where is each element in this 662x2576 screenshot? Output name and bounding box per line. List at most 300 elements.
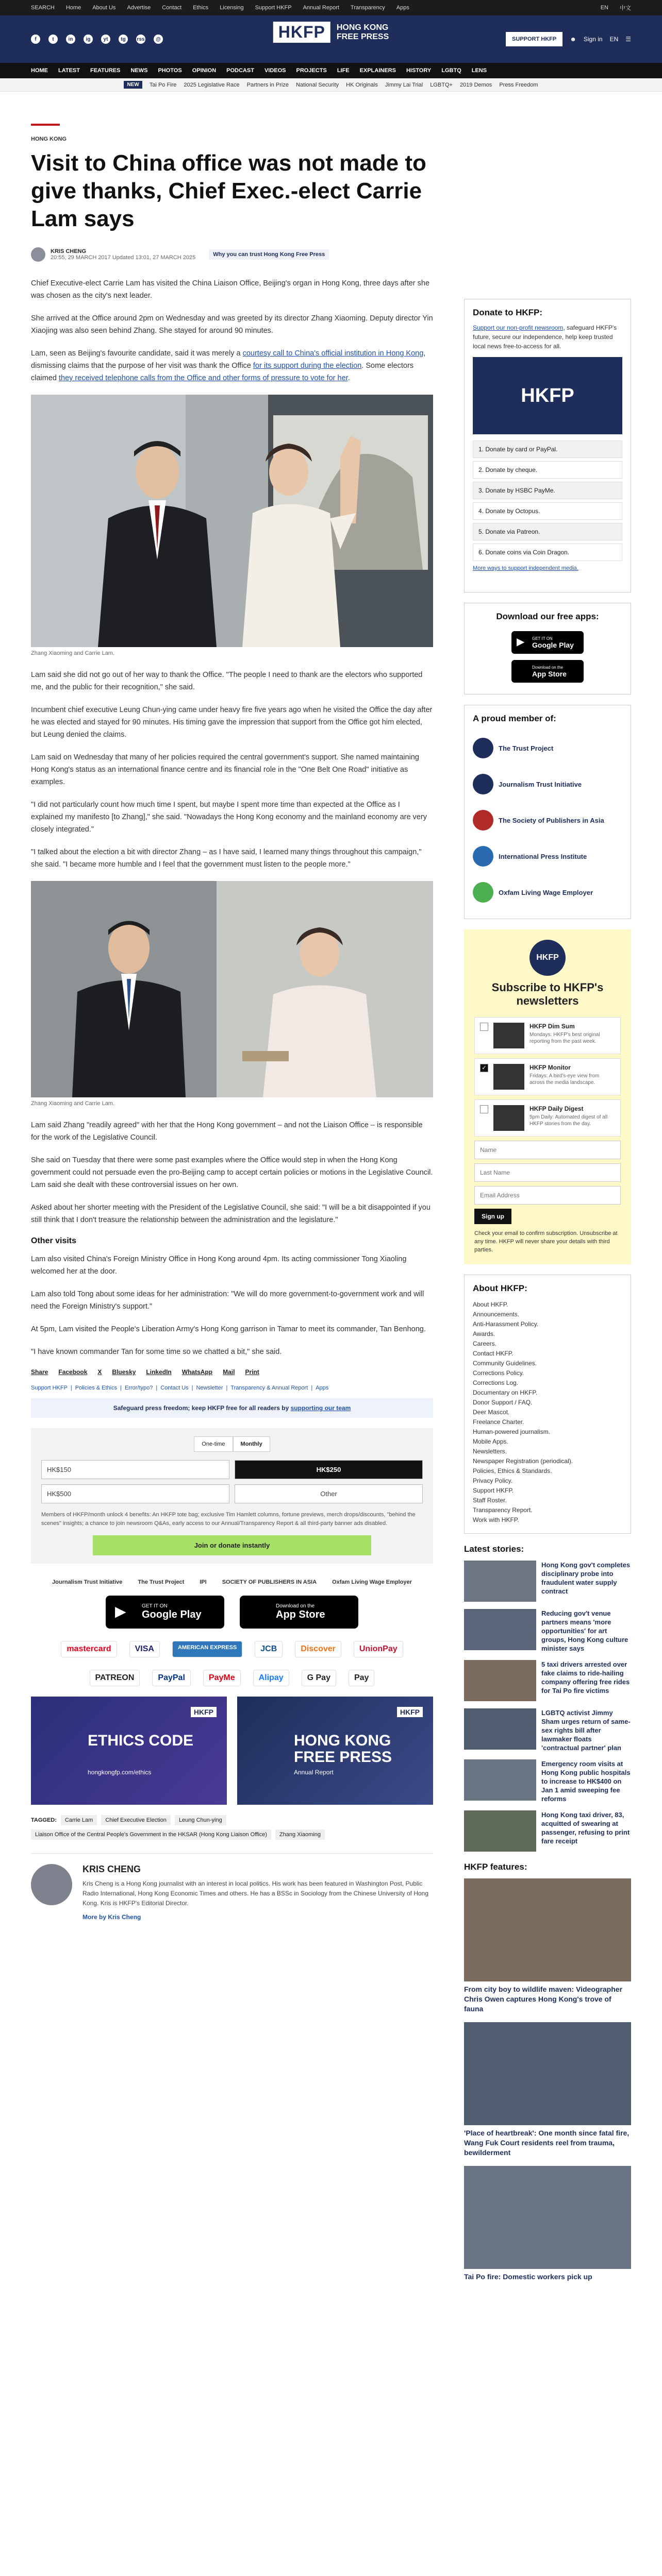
separator: | xyxy=(311,1385,313,1391)
mastercard-icon[interactable]: mastercard xyxy=(61,1641,117,1657)
about-item[interactable]: About HKFP. xyxy=(473,1301,508,1308)
press-logos xyxy=(31,1579,433,1585)
share-print[interactable]: Print xyxy=(245,1368,259,1376)
amount-options xyxy=(41,1460,423,1503)
story-headline[interactable]: 5 taxi drivers arrested over fake claims to ride-hailing company offering free rides for Tai Po fire victims xyxy=(541,1660,630,1694)
article-category[interactable]: HONG KONG xyxy=(31,136,67,142)
author-box-name[interactable]: KRIS CHENG xyxy=(82,1864,141,1874)
newsletter-option[interactable] xyxy=(474,1017,621,1054)
app-store-badges xyxy=(31,1596,433,1629)
member-name: Journalism Trust Initiative xyxy=(499,780,582,788)
social-icons xyxy=(31,35,163,44)
feature-item[interactable] xyxy=(464,1878,631,2014)
press-logo[interactable]: Journalism Trust Initiative xyxy=(52,1579,123,1585)
apple-pay-icon[interactable]: Pay xyxy=(349,1670,374,1686)
annual-report-banner[interactable] xyxy=(237,1697,433,1805)
about-item[interactable]: Documentary on HKFP. xyxy=(473,1389,538,1396)
badge-small: GET IT ON xyxy=(142,1603,168,1609)
policies-link[interactable]: Policies & Ethics xyxy=(75,1385,118,1391)
story-item[interactable] xyxy=(464,1561,631,1602)
about-item[interactable]: Freelance Charter. xyxy=(473,1418,524,1426)
tag-item[interactable]: Chief Executive Election xyxy=(101,1815,171,1825)
visa-icon[interactable]: VISA xyxy=(129,1641,160,1657)
logo-line-2: FREE PRESS xyxy=(336,32,389,41)
email-icon[interactable]: @ xyxy=(154,35,163,44)
about-item[interactable]: Deer Mascot. xyxy=(473,1409,510,1416)
pressure-link[interactable]: they received telephone calls from the Office and other forms of pressure to vote for her xyxy=(59,374,348,382)
photo-caption: Zhang Xiaoming and Carrie Lam. xyxy=(31,650,115,656)
paragraph: "I did not particularly count how much time I spent, but maybe I spent more time than expected at the Office as I explained my manifesto [to Zhang]," she said. "Nowadays the Hong Kong economy and the mainland economy are very closely integrated." xyxy=(31,801,427,834)
about-item[interactable]: Newspaper Registration (periodical). xyxy=(473,1458,573,1465)
about-item[interactable]: Mobile Apps. xyxy=(473,1438,508,1445)
apps-title: Download our free apps: xyxy=(496,612,599,621)
linkedin-icon[interactable]: in xyxy=(66,35,75,44)
tag-item[interactable]: Carrie Lam xyxy=(61,1815,97,1825)
tag-item[interactable]: Liaison Office of the Central People's Government in the HKSAR (Hong Kong Liaison Office) xyxy=(31,1829,271,1840)
paypal-icon[interactable]: PayPal xyxy=(152,1670,190,1686)
about-item[interactable]: Support HKFP. xyxy=(473,1487,514,1494)
features-list xyxy=(464,1878,631,2282)
share-whatsapp[interactable]: WhatsApp xyxy=(181,1368,213,1376)
join-donate-button[interactable]: Join or donate instantly xyxy=(93,1535,371,1555)
article-photo-2 xyxy=(31,881,433,1097)
nav-explainers[interactable]: EXPLAINERS xyxy=(359,67,396,74)
latest-list xyxy=(464,1561,631,1852)
trending-item[interactable]: National Security xyxy=(295,81,339,88)
payment-methods xyxy=(31,1641,433,1686)
story-thumbnail[interactable] xyxy=(464,1810,536,1852)
tag-item[interactable]: Zhang Xiaoming xyxy=(275,1829,325,1840)
author-avatar[interactable] xyxy=(31,247,45,262)
email-input[interactable] xyxy=(474,1186,621,1205)
byline xyxy=(31,247,433,262)
newsletter-checkbox[interactable] xyxy=(480,1105,488,1113)
photo-zhang-and-lam-2 xyxy=(31,881,433,1097)
photo-caption: Zhang Xiaoming and Carrie Lam. xyxy=(31,1100,115,1107)
payme-icon[interactable]: PayMe xyxy=(203,1670,241,1686)
article-dates: 20:55, 29 MARCH 2017 Updated 13:01, 27 MARCH 2025 xyxy=(51,255,196,261)
about-item[interactable]: Anti-Harassment Policy. xyxy=(473,1320,539,1328)
paragraph: "I talked about the election a bit with director Zhang – as I have said, I learned many things throughout this campaign," she said. "I became more humble and I feel that the government must listen to the people more." xyxy=(31,848,422,869)
oxfam-icon xyxy=(473,882,493,903)
separator: | xyxy=(120,1385,122,1391)
nav-history[interactable]: HISTORY xyxy=(406,67,432,74)
about-item[interactable]: Staff Roster. xyxy=(473,1497,507,1504)
donate-option[interactable]: 5. Donate via Patreon. xyxy=(473,523,622,540)
about-item[interactable]: Donor Support / FAQ. xyxy=(473,1399,533,1406)
banner-sub: Annual Report xyxy=(294,1769,334,1776)
donate-intro-text: , safeguard HKFP's future, secure our independence, help keep trusted local news free-to-access for all. xyxy=(473,324,617,350)
nav-lens[interactable]: LENS xyxy=(471,67,487,74)
about-item[interactable]: Community Guidelines. xyxy=(473,1360,537,1367)
badge-big: App Store xyxy=(276,1609,325,1620)
about-title: About HKFP: xyxy=(473,1283,527,1293)
about-list xyxy=(473,1300,622,1525)
about-item[interactable]: Contact HKFP. xyxy=(473,1350,514,1357)
ethics-banner[interactable] xyxy=(31,1697,227,1805)
newsletter-checkbox[interactable]: ✓ xyxy=(480,1064,488,1072)
paragraph: Chief Executive-elect Carrie Lam has visited the China Liaison Office, Beijing's organ in Hong Kong, three days after she was chosen as the city's next leader. xyxy=(31,279,430,300)
about-item[interactable]: Newsletters. xyxy=(473,1448,507,1455)
app-store-badge[interactable] xyxy=(240,1596,358,1629)
feature-headline[interactable]: From city boy to wildlife maven: Videographer Chris Owen captures Hong Kong's trove of fauna xyxy=(464,1985,623,2013)
donate-option[interactable]: 1. Donate by card or PayPal. xyxy=(473,440,622,458)
election-support-link[interactable]: for its support during the election xyxy=(253,362,362,370)
badge-big: Google Play xyxy=(532,640,574,649)
safeguard-banner xyxy=(31,1398,433,1418)
paragraph: Asked about her shorter meeting with the President of the Legislative Council, she said: "I will be a bit disappointed if you still think that I don't treasure the relationship between the administration and the legislature." xyxy=(31,1204,431,1224)
x-icon[interactable]: t xyxy=(48,35,58,44)
newsletter-signup xyxy=(464,929,631,1264)
nav-home[interactable]: HOME xyxy=(31,67,48,74)
donate-card xyxy=(464,299,631,592)
user-icon[interactable]: ☻ xyxy=(570,36,576,43)
top-utility-bar xyxy=(0,0,662,15)
support-hkfp-link[interactable]: Support HKFP xyxy=(31,1385,68,1391)
features-title: HKFP features: xyxy=(464,1862,527,1872)
search-link[interactable]: SEARCH xyxy=(31,5,55,11)
banner-title: ETHICS CODE xyxy=(88,1732,194,1749)
story-headline[interactable]: Hong Kong gov't completes disciplinary probe into fraudulent water supply contract xyxy=(541,1561,631,1595)
newsletter-option[interactable] xyxy=(474,1099,621,1137)
separator: | xyxy=(70,1385,72,1391)
press-logo[interactable]: SOCIETY OF PUBLISHERS IN ASIA xyxy=(222,1579,317,1585)
newsletter-link[interactable]: Newsletter xyxy=(196,1385,223,1391)
youtube-icon[interactable]: yt xyxy=(101,35,110,44)
amount-500[interactable]: HK$500 xyxy=(41,1484,229,1503)
app-store-badge[interactable] xyxy=(511,660,584,683)
member-benefits-note: Members of HKFP/month unlock 4 benefits: An HKFP tote bag; exclusive Tim Hamlett columns, fortune previews, merch drops/discounts, "behind the scenes" insights; a chance to join newsroom Q&As, early access to our Annual/Transparency Report & all third-party banner ads disabled. xyxy=(41,1512,416,1527)
member-name: The Society of Publishers in Asia xyxy=(499,816,604,824)
rss-icon[interactable]: rss xyxy=(136,35,145,44)
author-box xyxy=(31,1853,433,1922)
contact-link[interactable]: Contact xyxy=(162,5,182,11)
site-logo[interactable] xyxy=(273,22,389,43)
about-item[interactable]: Awards. xyxy=(473,1330,495,1337)
story-headline[interactable]: LGBTQ activist Jimmy Sham urges return of same-sex rights bill after lawmaker floats 'contractual partner' plan xyxy=(541,1709,631,1752)
first-name-input[interactable] xyxy=(474,1141,621,1159)
story-thumbnail[interactable] xyxy=(464,1561,536,1602)
share-x[interactable]: X xyxy=(97,1368,102,1376)
amount-150[interactable]: HK$150 xyxy=(41,1460,229,1479)
nonprofit-link[interactable]: Support our non-profit newsroom xyxy=(473,324,564,331)
one-time-option[interactable]: One-time xyxy=(194,1436,233,1452)
separator: | xyxy=(226,1385,228,1391)
trending-item[interactable]: HK Originals xyxy=(346,81,378,88)
contact-us-link[interactable]: Contact Us xyxy=(160,1385,189,1391)
member-logo[interactable] xyxy=(473,802,622,838)
paragraph: Lam said Zhang "readily agreed" with her that the Hong Kong government – and not the Liaison Office – is responsible for the work of the Legislative Council. xyxy=(31,1121,423,1142)
member-logo[interactable] xyxy=(473,730,622,766)
story-thumbnail[interactable] xyxy=(464,1759,536,1801)
author-photo[interactable] xyxy=(31,1864,72,1905)
nav-latest[interactable]: LATEST xyxy=(58,67,80,74)
trending-item[interactable]: Press Freedom xyxy=(499,81,538,88)
home-link[interactable]: Home xyxy=(65,5,81,11)
article-tags xyxy=(31,1815,433,1840)
frequency-toggle xyxy=(41,1436,423,1452)
nav-life[interactable]: LIFE xyxy=(337,67,350,74)
facebook-icon[interactable]: f xyxy=(31,35,40,44)
member-title: A proud member of: xyxy=(473,714,556,723)
article-title: Visit to China office was not made to give thanks, Chief Exec.-elect Carrie Lam says xyxy=(31,150,426,231)
about-item[interactable]: Corrections Log. xyxy=(473,1379,519,1386)
press-logo[interactable]: Oxfam Living Wage Employer xyxy=(332,1579,412,1585)
google-play-badge[interactable] xyxy=(106,1596,224,1629)
banner-logo: HKFP xyxy=(191,1707,217,1717)
paragraph: Incumbent chief executive Leung Chun-ying came under heavy fire five years ago when he visited the Office the day after he was elected and stayed for 90 minutes. His timing gave the impression that support from the Office got him elected, but Leung denied the claims. xyxy=(31,706,433,739)
support-hkfp-button[interactable]: SUPPORT HKFP xyxy=(506,32,562,46)
badge-big: Google Play xyxy=(142,1609,202,1620)
about-link[interactable]: About Us xyxy=(92,5,116,11)
separator: | xyxy=(191,1385,193,1391)
header-actions xyxy=(506,32,631,46)
nav-features[interactable]: FEATURES xyxy=(90,67,121,74)
trending-item[interactable]: Jimmy Lai Trial xyxy=(385,81,423,88)
press-logo[interactable]: The Trust Project xyxy=(138,1579,185,1585)
nav-podcast[interactable]: PODCAST xyxy=(226,67,254,74)
donate-option[interactable]: 4. Donate by Octopus. xyxy=(473,502,622,520)
monthly-option[interactable]: Monthly xyxy=(233,1436,270,1452)
alipay-icon[interactable]: Alipay xyxy=(253,1670,289,1686)
transparency-report-link[interactable]: Transparency & Annual Report xyxy=(230,1385,308,1391)
donate-intro xyxy=(473,323,622,351)
badge-small: Download on the xyxy=(532,665,564,670)
apps-link[interactable]: Apps xyxy=(396,5,409,11)
about-item[interactable]: Careers. xyxy=(473,1340,497,1347)
jcb-icon[interactable]: JCB xyxy=(255,1641,283,1657)
accent-bar xyxy=(31,124,60,126)
subheading: Other visits xyxy=(31,1236,77,1245)
member-name: International Press Institute xyxy=(499,852,587,860)
nav-videos[interactable]: VIDEOS xyxy=(264,67,286,74)
paragraph: Lam said she did not go out of her way to thank the Office. "The people I need to thank are the electors who supported me, and the public for their recognition," she said. xyxy=(31,671,423,691)
ipi-icon xyxy=(473,846,493,867)
member-name: The Trust Project xyxy=(499,744,554,752)
more-ways-link[interactable]: More ways to support independent media. xyxy=(473,565,578,571)
nav-projects[interactable]: PROJECTS xyxy=(296,67,327,74)
nav-photos[interactable]: PHOTOS xyxy=(158,67,182,74)
share-linkedin[interactable]: LinkedIn xyxy=(146,1368,172,1376)
paragraph: At 5pm, Lam visited the People's Liberation Army's Hong Kong garrison in Tamar to meet its commander, Tan Benhong. xyxy=(31,1325,426,1333)
story-item[interactable] xyxy=(464,1660,631,1701)
newsletter-name: HKFP Monitor xyxy=(529,1064,571,1071)
trending-item[interactable]: LGBTQ+ xyxy=(430,81,453,88)
logo-mark: HKFP xyxy=(273,22,330,43)
newsletter-desc: 5pm Daily: Automated digest of all HKFP stories from the day. xyxy=(529,1114,608,1127)
logo-text xyxy=(337,23,389,42)
newsletter-thumb xyxy=(493,1105,524,1131)
supporting-team-link[interactable]: supporting our team xyxy=(290,1404,351,1412)
newsletter-name: HKFP Daily Digest xyxy=(529,1105,584,1112)
newsletter-thumb xyxy=(493,1023,524,1048)
courtesy-call-link[interactable]: courtesy call to China's official institution in Hong Kong xyxy=(242,349,424,358)
newsletter-thumb xyxy=(493,1064,524,1090)
signup-note: Check your email to confirm subscription. Unsubscribe at any time. HKFP will never share your details with third parties. xyxy=(474,1230,618,1253)
amount-other[interactable]: Other xyxy=(235,1484,423,1503)
donate-option[interactable]: 2. Donate by cheque. xyxy=(473,461,622,479)
transparency-link[interactable]: Transparency xyxy=(350,5,385,11)
footer-links xyxy=(31,1385,433,1391)
sign-up-button[interactable]: Sign up xyxy=(474,1209,511,1224)
newsletter-desc: Mondays: HKFP's best original reporting from the past week. xyxy=(529,1032,600,1044)
more-by-author-link[interactable]: More by Kris Cheng xyxy=(82,1913,141,1921)
amount-250[interactable]: HK$250 xyxy=(235,1460,423,1479)
share-bar xyxy=(31,1368,433,1376)
safeguard-text: Safeguard press freedom; keep HKFP free for all readers by xyxy=(113,1404,291,1412)
author-name[interactable]: KRIS CHENG xyxy=(51,248,87,255)
jti-icon xyxy=(473,774,493,794)
new-badge: NEW xyxy=(124,81,142,89)
sopa-icon xyxy=(473,810,493,831)
banner-sub: hongkongfp.com/ethics xyxy=(88,1769,152,1776)
feature-item[interactable] xyxy=(464,2166,631,2282)
lang-en[interactable]: EN xyxy=(600,5,608,11)
paragraph xyxy=(31,347,433,384)
about-item[interactable]: Privacy Policy. xyxy=(473,1477,513,1484)
site-header xyxy=(0,15,662,63)
subscribe-title: Subscribe to HKFP's newsletters xyxy=(491,981,604,1007)
error-typo-link[interactable]: Error/typo? xyxy=(124,1385,153,1391)
paragraph: Lam also told Tong about some ideas for her administration: "We will do more government-to-government work and will need the Foreign Ministry's support." xyxy=(31,1290,424,1311)
feature-thumbnail[interactable] xyxy=(464,1878,631,1981)
story-thumbnail[interactable] xyxy=(464,1660,536,1701)
story-item[interactable] xyxy=(464,1609,631,1653)
story-item[interactable] xyxy=(464,1708,631,1752)
text-run: . xyxy=(347,374,350,382)
annual-report-link[interactable]: Annual Report xyxy=(303,5,339,11)
article xyxy=(31,124,433,1922)
licensing-link[interactable]: Licensing xyxy=(220,5,244,11)
ethics-link[interactable]: Ethics xyxy=(193,5,209,11)
apps-card xyxy=(464,603,631,694)
discover-icon[interactable]: Discover xyxy=(295,1641,341,1657)
amex-icon[interactable]: AMERICAN EXPRESS xyxy=(172,1641,242,1657)
language-toggle[interactable]: EN xyxy=(609,36,619,43)
about-item[interactable]: Human-powered journalism. xyxy=(473,1428,551,1435)
nav-news[interactable]: NEWS xyxy=(130,67,148,74)
newsletter-name: HKFP Dim Sum xyxy=(529,1023,575,1030)
tags-label: TAGGED: xyxy=(31,1817,57,1823)
donate-image: HKFP xyxy=(473,357,622,434)
donation-widget xyxy=(31,1428,433,1564)
newsletter-checkbox[interactable] xyxy=(480,1023,488,1031)
author-bio: Kris Cheng is a Hong Kong journalist with an interest in local politics. His work has been featured in Washington Post, Public Radio International, Hong Kong Economic Times and others. He has a BSSc in Sociology from the Chinese University of Hong Kong. Kris is HKFP's Editorial Director. xyxy=(82,1880,429,1907)
member-logo[interactable] xyxy=(473,766,622,802)
paragraph: Lam said on Wednesday that many of her policies required the central government's support. She named maintaining Hong Kong's status as an international finance centre and its financial role in the "One Belt One Road" initiative as examples. xyxy=(31,753,419,786)
paragraph: She said on Tuesday that there were some past examples where the Office would step in when the Hong Kong government could not persuade even the pro-Beijing camp to accept certain policies or motions in the Legislative Council. Lam said she dealt with these controversial issues on her own. xyxy=(31,1156,433,1189)
share-facebook[interactable]: Facebook xyxy=(58,1368,88,1376)
instagram-icon[interactable]: ig xyxy=(84,35,93,44)
banner-title: HONG KONG FREE PRESS xyxy=(294,1732,392,1766)
trust-link[interactable]: Why you can trust Hong Kong Free Press xyxy=(209,249,329,260)
feature-thumbnail[interactable] xyxy=(464,2022,631,2125)
badge-big: App Store xyxy=(532,669,567,678)
feature-thumbnail[interactable] xyxy=(464,2166,631,2269)
support-link[interactable]: Support HKFP xyxy=(255,5,292,11)
tag-item[interactable]: Leung Chun-ying xyxy=(175,1815,226,1825)
story-headline[interactable]: Emergency room visits at Hong Kong public hospitals to increase to HK$400 on Jan 1 amid sweeping fee reforms xyxy=(541,1760,631,1803)
patreon-icon[interactable]: PATREON xyxy=(90,1670,140,1686)
member-logo[interactable] xyxy=(473,838,622,874)
promo-banners xyxy=(31,1697,433,1805)
logo-line-1: HONG KONG xyxy=(336,23,389,32)
paragraph: Lam also visited China's Foreign Ministry Office in Hong Kong around 4pm. Its acting commissioner Tong Xiaoling welcomed her at the door. xyxy=(31,1255,407,1276)
feature-headline[interactable]: 'Place of heartbreak': One month since fatal fire, Wang Fuk Court residents reel from trauma, bewilderment xyxy=(464,2129,630,2157)
newsletter-desc: Fridays: A bird's-eye view from across the media landscape. xyxy=(529,1073,600,1086)
menu-icon[interactable]: ☰ xyxy=(625,36,631,43)
story-item[interactable] xyxy=(464,1759,631,1803)
advertise-link[interactable]: Advertise xyxy=(127,5,151,11)
member-name: Oxfam Living Wage Employer xyxy=(499,888,593,896)
about-item[interactable]: Transparency Report. xyxy=(473,1506,533,1514)
story-thumbnail[interactable] xyxy=(464,1609,536,1650)
latest-title: Latest stories: xyxy=(464,1544,524,1554)
sidebar xyxy=(464,124,631,2290)
feature-headline[interactable]: Tai Po fire: Domestic workers pick up xyxy=(464,2273,592,2281)
google-play-badge[interactable] xyxy=(511,631,584,654)
badge-small: Download on the xyxy=(276,1603,315,1609)
trust-project-icon xyxy=(473,738,493,758)
separator: | xyxy=(156,1385,158,1391)
story-thumbnail[interactable] xyxy=(464,1708,536,1750)
trending-item[interactable]: 2019 Demos xyxy=(459,81,492,88)
last-name-input[interactable] xyxy=(474,1163,621,1182)
nav-opinion[interactable]: OPINION xyxy=(192,67,217,74)
about-item[interactable]: Policies, Ethics & Standards. xyxy=(473,1467,552,1475)
lang-zh[interactable]: 中文 xyxy=(620,5,631,11)
main-nav xyxy=(0,63,662,78)
paragraph: She arrived at the Office around 2pm on Wednesday and was greeted by its director Zhang Xiaoming. Deputy director Yin Xiaojing was also seen behind Zhang. She stayed for around 90 minutes. xyxy=(31,314,433,335)
story-item[interactable] xyxy=(464,1810,631,1852)
unionpay-icon[interactable]: UnionPay xyxy=(354,1641,403,1657)
paragraph: "I have known commander Tan for some time so we chatted a bit," she said. xyxy=(31,1348,282,1356)
donate-option[interactable]: 6. Donate coins via Coin Dragon. xyxy=(473,544,622,561)
story-headline[interactable]: Hong Kong taxi driver, 83, acquitted of swearing at passenger, refusing to print fare receipt xyxy=(541,1811,630,1845)
photo-zhang-and-lam xyxy=(31,395,433,647)
feature-item[interactable] xyxy=(464,2022,631,2158)
google-pay-icon[interactable]: G Pay xyxy=(302,1670,336,1686)
google-play-icon: ▶ xyxy=(517,636,525,648)
hkfp-features xyxy=(464,1862,631,2282)
member-logo[interactable] xyxy=(473,874,622,910)
about-item[interactable]: Corrections Policy. xyxy=(473,1369,524,1377)
google-play-icon: ▶ xyxy=(115,1603,126,1619)
banner-logo: HKFP xyxy=(397,1707,423,1717)
about-item[interactable]: Work with HKFP. xyxy=(473,1516,519,1523)
about-card xyxy=(464,1275,631,1534)
trending-item[interactable]: Tai Po Fire xyxy=(149,81,177,88)
donate-option[interactable]: 3. Donate by HSBC PayMe. xyxy=(473,482,622,499)
trending-item[interactable]: Partners in Prize xyxy=(246,81,289,88)
share-bluesky[interactable]: Bluesky xyxy=(112,1368,136,1376)
trending-item[interactable]: 2025 Legislative Race xyxy=(184,81,240,88)
article-photo-1 xyxy=(31,395,433,647)
telegram-icon[interactable]: tg xyxy=(119,35,128,44)
newsletter-option[interactable] xyxy=(474,1058,621,1095)
story-headline[interactable]: Reducing gov't venue partners means 'more opportunities' for art groups, Hong Kong culture minister says xyxy=(541,1609,628,1652)
badge-small: GET IT ON xyxy=(532,636,553,641)
nav-lgbtq[interactable]: LGBTQ xyxy=(441,67,461,74)
share-mail[interactable]: Mail xyxy=(223,1368,235,1376)
text-run: Lam, seen as Beijing's favourite candidate, said it was merely a xyxy=(31,349,243,358)
share-label: Share xyxy=(31,1368,48,1376)
about-item[interactable]: Announcements. xyxy=(473,1311,520,1318)
apps-link[interactable]: Apps xyxy=(316,1385,329,1391)
hkfp-circle-logo: HKFP xyxy=(529,940,566,976)
sign-in-link[interactable]: Sign in xyxy=(583,36,603,43)
press-logo[interactable]: IPI xyxy=(200,1579,207,1585)
